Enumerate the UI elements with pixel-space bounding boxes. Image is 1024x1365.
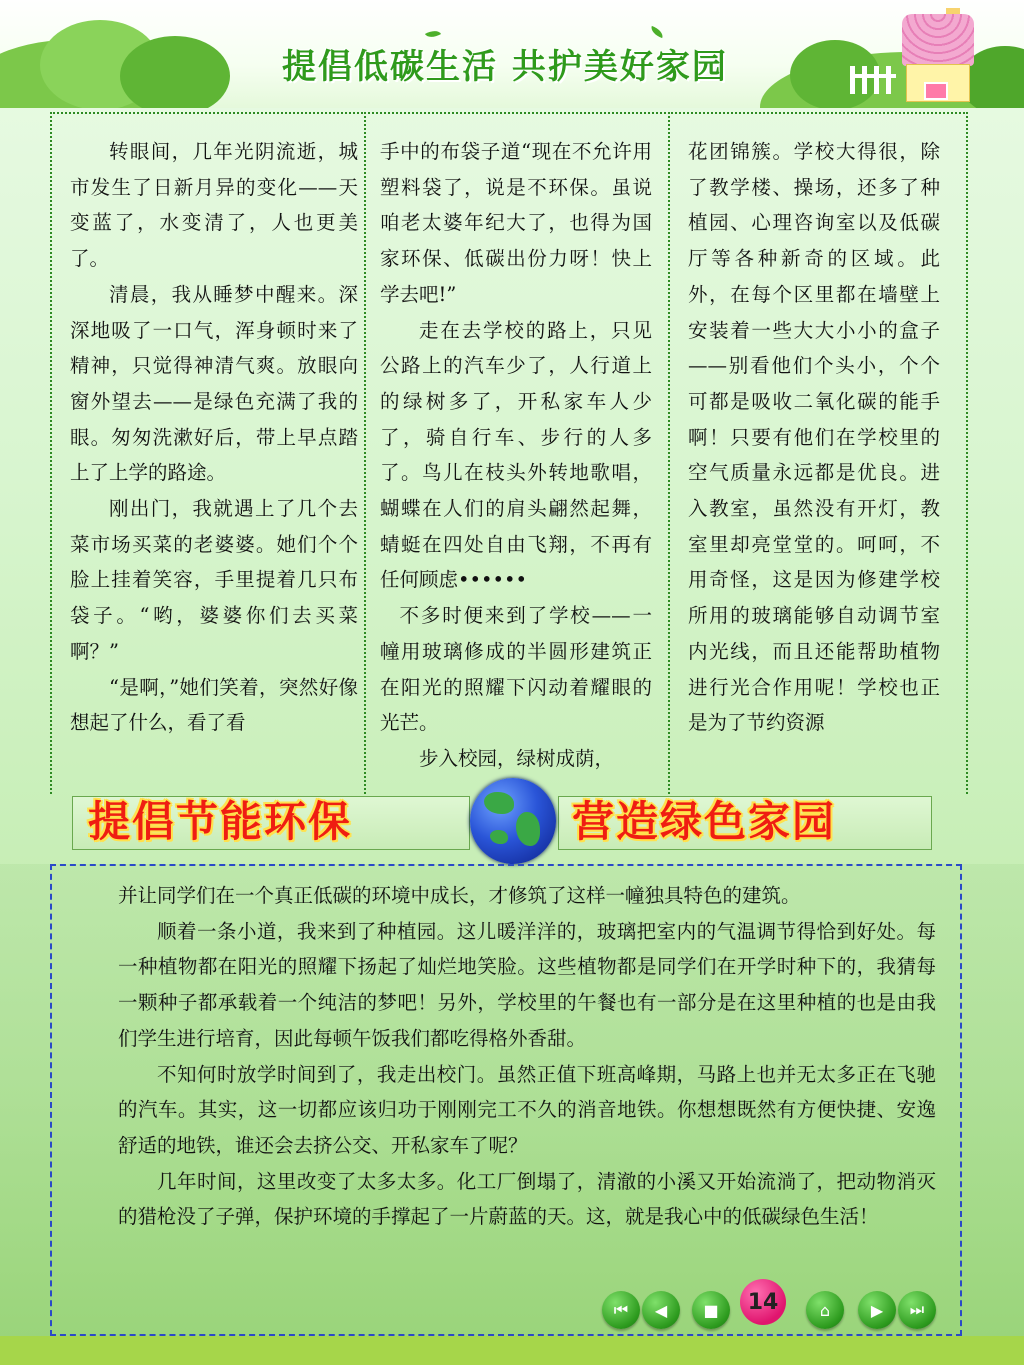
paragraph: 手中的布袋子道“现在不允许用塑料袋了，说是不环保。虽说咱老太婆年纪大了，也得为国家环保、低碳出份力呀！快上学去吧!”: [380, 140, 652, 306]
article-column-2: [380, 134, 652, 777]
house-roof-decoration: [902, 14, 974, 66]
paragraph: 清晨，我从睡梦中醒来。深深地吸了一口气，浑身顿时来了精神，只觉得神清气爽。放眼向窗外望去——是绿色充满了我的眼。匆匆洗漱好后，带上早点踏上了上学的路途。: [70, 282, 358, 485]
article-continuation: [118, 878, 936, 1235]
paragraph: 顺着一条小道，我来到了种植园。这儿暖洋洋的，玻璃把室内的气温调节得恰到好处。每一种植物都在阳光的照耀下扬起了灿烂地笑脸。这些植物都是同学们在开学时种下的，我猜每一颗种子都承载着一个纯洁的梦吧！另外，学校里的午餐也有一部分是在这里种植的也是由我们学生进行培育，因此每顿午饭我们都吃得格外香甜。: [118, 919, 936, 1050]
house-window-decoration: [924, 82, 948, 100]
home-icon[interactable]: ⌂: [806, 1291, 844, 1329]
next-page-icon[interactable]: ▶: [858, 1291, 896, 1329]
paragraph: 转眼间，几年光阴流逝，城市发生了日新月异的变化——天变蓝了，水变清了，人也更美了。: [70, 140, 358, 271]
bottom-strip: [0, 1336, 1024, 1365]
previous-page-icon[interactable]: ◀: [642, 1291, 680, 1329]
paragraph: 不知何时放学时间到了，我走出校门。虽然正值下班高峰期，马路上也并无太多正在飞驰的汽车。其实，这一切都应该归功于刚刚完工不久的消音地铁。你想想既然有方便快捷、安逸舒适的地铁，谁还会去挤公交、开私家车了呢？: [118, 1062, 936, 1157]
paragraph: 几年时间，这里改变了太多太多。化工厂倒塌了，清澈的小溪又开始流淌了，把动物消灭的猎枪没了子弹，保护环境的手撑起了一片蔚蓝的天。这，就是我心中的低碳绿色生活！: [118, 1169, 936, 1229]
banner-left-text: 提倡节能环保: [88, 797, 353, 846]
article-column-3: [688, 134, 940, 741]
paragraph: 花团锦簇。学校大得很，除了教学楼、操场，还多了种植园、心理咨询室以及低碳厅等各种新奇的区域。此外，在每个区里都在墙壁上安装着一些大大小小的盒子——别看他们个头小，个个可都是吸收二氧化碳的能手啊！只要有他们在学校里的空气质量永远都是优良。进入教室，虽然没有开灯，教室里却亮堂堂的。呵呵，不用奇怪，这是因为修建学校所用的玻璃能够自动调节室内光线，而且还能帮助植物进行光合作用呢！学校也正是为了节约资源: [688, 140, 940, 735]
globe-icon: [470, 778, 556, 864]
paragraph: 并让同学们在一个真正低碳的环境中成长，才修筑了这样一幢独具特色的建筑。: [118, 884, 801, 907]
fence-decoration: [850, 66, 896, 94]
stop-icon[interactable]: ■: [692, 1291, 730, 1329]
paragraph: “是啊，”她们笑着，突然好像想起了什么，看了看: [70, 675, 358, 735]
page-header: [0, 0, 1024, 108]
article-column-1: [70, 134, 358, 741]
paragraph: 走在去学校的路上，只见公路上的汽车少了，人行道上的绿树多了，开私家车人少了，骑自行车、步行的人多了。鸟儿在枝头外转地歌唱，蝴蝶在人们的肩头翩然起舞，蜻蜓在四处自由飞翔，不再有任何顾虑••••••: [380, 318, 652, 592]
banner-right-text: 营造绿色家园: [572, 797, 837, 846]
paragraph: 不多时便来到了学校——一幢用玻璃修成的半圆形建筑正在阳光的照耀下闪动着耀眼的光芒。: [380, 604, 652, 735]
last-page-icon[interactable]: ⏭: [898, 1291, 936, 1329]
first-page-icon[interactable]: ⏮: [602, 1291, 640, 1329]
paragraph: 步入校园，绿树成荫，: [419, 746, 615, 770]
page-number-badge: 14: [740, 1279, 786, 1325]
paragraph: 刚出门，我就遇上了几个去菜市场买菜的老婆婆。她们个个脸上挂着笑容，手里提着几只布袋子。“哟，婆婆你们去买菜啊？”: [70, 497, 358, 663]
page-title: 提倡低碳生活 共护美好家园: [282, 47, 728, 87]
